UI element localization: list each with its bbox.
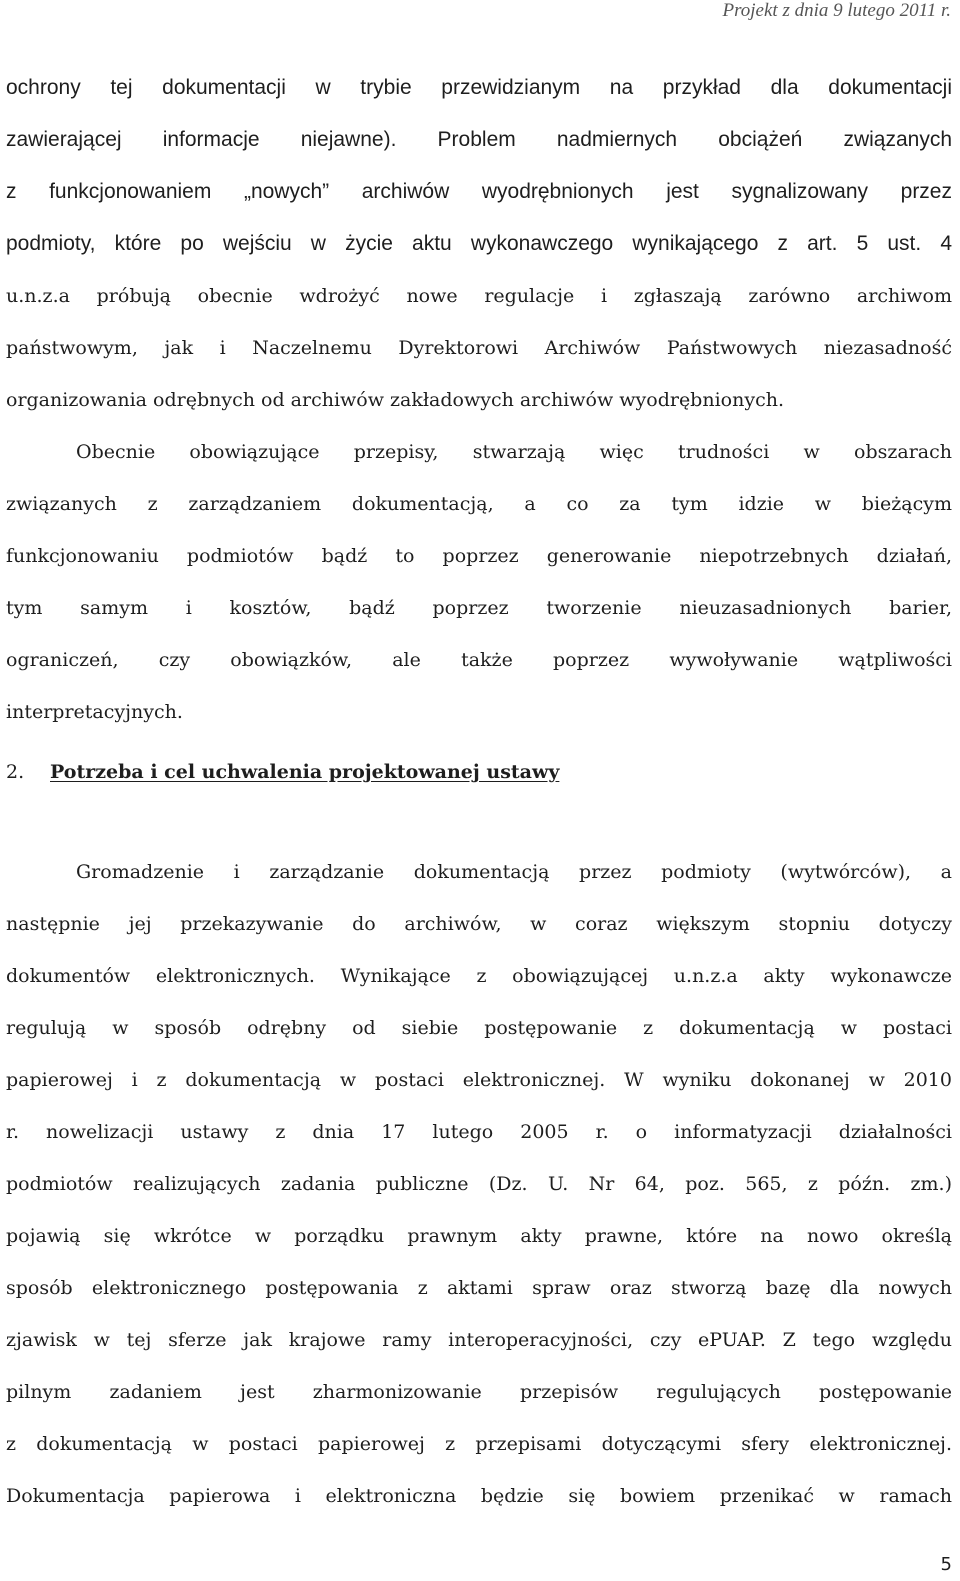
text-line: Obecnie obowiązujące przepisy, stwarzają więc trudności w obszarach <box>76 441 952 463</box>
text-line: tym samym i kosztów, bądź poprzez tworzenie nieuzasadnionych barier, <box>6 597 952 619</box>
text-line: ograniczeń, czy obowiązków, ale także poprzez wywoływanie wątpliwości <box>6 649 952 671</box>
text-line: ochrony tej dokumentacji w trybie przewidzianym na przykład dla dokumentacji <box>6 76 952 99</box>
running-header: Projekt z dnia 9 lutego 2011 r. <box>722 0 951 21</box>
paragraph-continued <box>6 62 952 426</box>
section-number: 2. <box>6 761 25 783</box>
text-line: podmiotów realizujących zadania publiczne (Dz. U. Nr 64, poz. 565, z późn. zm.) <box>6 1173 952 1195</box>
text-line: zawierającej informacje niejawne). Problem nadmiernych obciążeń związanych <box>6 128 952 151</box>
document-body <box>6 62 952 1522</box>
text-line: funkcjonowaniu podmiotów bądź to poprzez generowanie niepotrzebnych działań, <box>6 545 952 567</box>
text-line: Gromadzenie i zarządzanie dokumentacją przez podmioty (wytwórców), a <box>76 861 952 883</box>
paragraph-gromadzenie <box>6 846 952 1522</box>
text-line: z funkcjonowaniem „nowych” archiwów wyodrębnionych jest sygnalizowany przez <box>6 180 952 203</box>
text-line: regulują w sposób odrębny od siebie postępowanie z dokumentacją w postaci <box>6 1017 952 1039</box>
page-number: 5 <box>940 1554 952 1575</box>
spacer <box>6 798 952 846</box>
text-line: interpretacyjnych. <box>6 701 183 723</box>
text-line: następnie jej przekazywanie do archiwów, w coraz większym stopniu dotyczy <box>6 913 952 935</box>
text-line: pilnym zadaniem jest zharmonizowanie przepisów regulujących postępowanie <box>6 1381 952 1403</box>
paragraph-obecnie <box>6 426 952 738</box>
text-line: papierowej i z dokumentacją w postaci elektronicznej. W wyniku dokonanej w 2010 <box>6 1069 952 1091</box>
text-line: związanych z zarządzaniem dokumentacją, a co za tym idzie w bieżącym <box>6 493 952 515</box>
text-line: dokumentów elektronicznych. Wynikające z obowiązującej u.n.z.a akty wykonawcze <box>6 965 952 987</box>
text-line: sposób elektronicznego postępowania z aktami spraw oraz stworzą bazę dla nowych <box>6 1277 952 1299</box>
text-line: zjawisk w tej sferze jak krajowe ramy interoperacyjności, czy ePUAP. Z tego względu <box>6 1329 952 1351</box>
text-line: państwowym, jak i Naczelnemu Dyrektorowi Archiwów Państwowych niezasadność <box>6 337 952 359</box>
text-line: z dokumentacją w postaci papierowej z przepisami dotyczącymi sfery elektronicznej. <box>6 1433 952 1455</box>
text-line: organizowania odrębnych od archiwów zakładowych archiwów wyodrębnionych. <box>6 389 784 411</box>
text-line: u.n.z.a próbują obecnie wdrożyć nowe regulacje i zgłaszają zarówno archiwom <box>6 285 952 307</box>
text-line: podmioty, które po wejściu w życie aktu wykonawczego wynikającego z art. 5 ust. 4 <box>6 232 952 255</box>
text-line: pojawią się wkrótce w porządku prawnym akty prawne, które na nowo określą <box>6 1225 952 1247</box>
text-line: Dokumentacja papierowa i elektroniczna będzie się bowiem przenikać w ramach <box>6 1485 952 1507</box>
section-title: Potrzeba i cel uchwalenia projektowanej ustawy <box>50 761 560 783</box>
section-heading <box>6 746 952 798</box>
text-line: r. nowelizacji ustawy z dnia 17 lutego 2005 r. o informatyzacji działalności <box>6 1121 952 1143</box>
